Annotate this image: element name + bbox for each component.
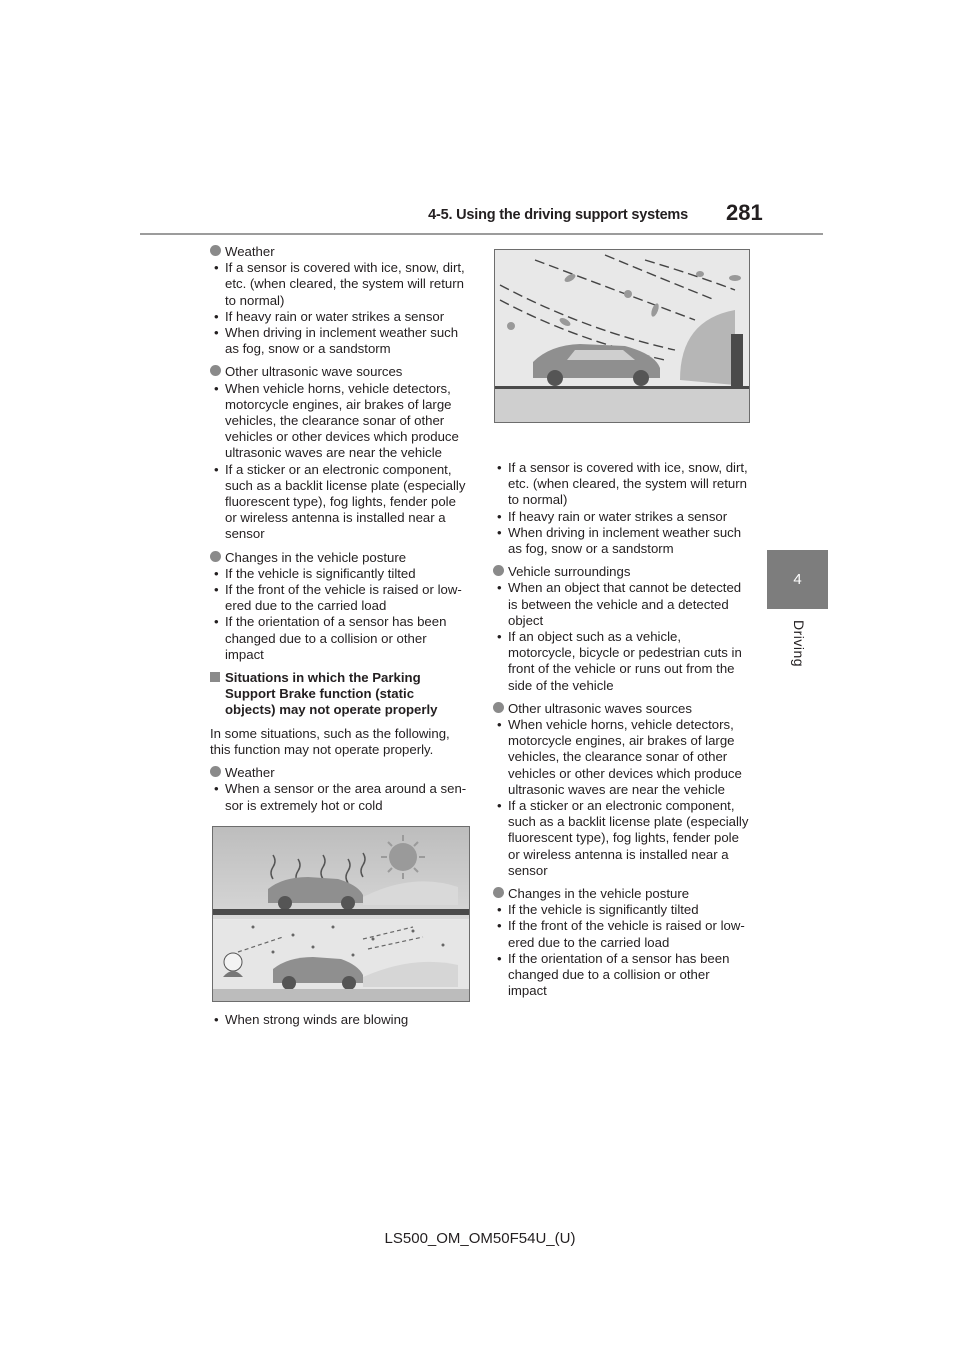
illustration-wind: [494, 249, 750, 423]
weather-heading-2: Weather: [210, 765, 468, 781]
posture-block: [210, 550, 468, 663]
bullet-square-icon: [210, 672, 220, 682]
illustration-hot-cold: [212, 826, 470, 1002]
left-column: [210, 244, 468, 1028]
list-item: • When an object that cannot be detected is between the vehicle and a detected object: [493, 580, 751, 629]
list-item: • If the vehicle is significantly tilted: [493, 902, 751, 918]
weather-block-2: [210, 765, 468, 814]
bullet-circle-icon: [493, 887, 504, 898]
section-title: 4-5. Using the driving support systems: [428, 207, 688, 223]
chapter-label: Driving: [791, 620, 807, 668]
bullet-circle-icon: [210, 766, 221, 777]
surroundings-heading: Vehicle surroundings: [493, 564, 751, 580]
section-heading: Situations in which the Parking Support Brake function (static objects) may not operate properly: [210, 670, 468, 719]
list-item: • When vehicle horns, vehicle detectors, motorcycle engines, air brakes of large vehicles, the clearance sonar of other vehicles or other devices which produce ultrasonic waves are near the vehicle: [493, 717, 751, 798]
list-item: • If a sticker or an electronic component, such as a backlit license plate (especially fluorescent type), fog lights, fender pole or wireless antenna is installed near a sensor: [210, 462, 468, 543]
weather-block: [210, 244, 468, 357]
list-item: • When strong winds are blowing: [210, 1012, 468, 1028]
ultrasonic-heading: Other ultrasonic wave sources: [210, 364, 468, 380]
document-code: LS500_OM_OM50F54U_(U): [384, 1230, 576, 1247]
list-item: • If a sticker or an electronic component, such as a backlit license plate (especially fluorescent type), fog lights, fender pole or wireless antenna is installed near a sensor: [493, 798, 751, 879]
posture-block-2: [493, 886, 751, 999]
posture-heading: Changes in the vehicle posture: [210, 550, 468, 566]
section-intro: In some situations, such as the following, this function may not operate properly.: [210, 725, 450, 757]
chapter-tab: 4: [767, 550, 828, 609]
wind-weather-block: [493, 460, 751, 557]
bullet-circle-icon: [493, 702, 504, 713]
list-item: • If heavy rain or water strikes a sensor: [210, 309, 468, 325]
bullet-circle-icon: [210, 551, 221, 562]
right-column: [493, 460, 751, 1007]
page-number: 281: [726, 200, 763, 225]
list-item: • When vehicle horns, vehicle detectors, motorcycle engines, air brakes of large vehicles, the clearance sonar of other vehicles or other devices which produce ultrasonic waves are near the vehicle: [210, 381, 468, 462]
list-item: • If the front of the vehicle is raised or low-ered due to the carried load: [210, 582, 468, 614]
posture-heading-2: Changes in the vehicle posture: [493, 886, 751, 902]
list-item: • If the vehicle is significantly tilted: [210, 566, 468, 582]
ultrasonic-heading-2: Other ultrasonic waves sources: [493, 701, 751, 717]
list-item: • If the orientation of a sensor has been changed due to a collision or other impact: [210, 614, 468, 663]
ultrasonic-block: [210, 364, 468, 542]
list-item: • When driving in inclement weather such as fog, snow or a sandstorm: [210, 325, 468, 357]
bullet-circle-icon: [210, 245, 221, 256]
ultrasonic-block-2: [493, 701, 751, 879]
weather-heading: Weather: [210, 244, 468, 260]
header-divider: [140, 233, 823, 235]
bullet-circle-icon: [210, 365, 221, 376]
list-item: • If the front of the vehicle is raised or low-ered due to the carried load: [493, 918, 751, 950]
list-item: • If a sensor is covered with ice, snow, dirt, etc. (when cleared, the system will return to normal): [210, 260, 468, 309]
bullet-circle-icon: [493, 565, 504, 576]
list-item: • When a sensor or the area around a sen-sor is extremely hot or cold: [210, 781, 468, 813]
list-item: • If heavy rain or water strikes a sensor: [493, 509, 751, 525]
list-item: • If a sensor is covered with ice, snow, dirt, etc. (when cleared, the system will return to normal): [493, 460, 751, 509]
list-item: • When driving in inclement weather such as fog, snow or a sandstorm: [493, 525, 751, 557]
list-item: • If the orientation of a sensor has been changed due to a collision or other impact: [493, 951, 751, 1000]
surroundings-block: [493, 564, 751, 694]
list-item: • If an object such as a vehicle, motorcycle, bicycle or pedestrian cuts in front of the vehicle or runs out from the side of the vehicle: [493, 629, 751, 694]
